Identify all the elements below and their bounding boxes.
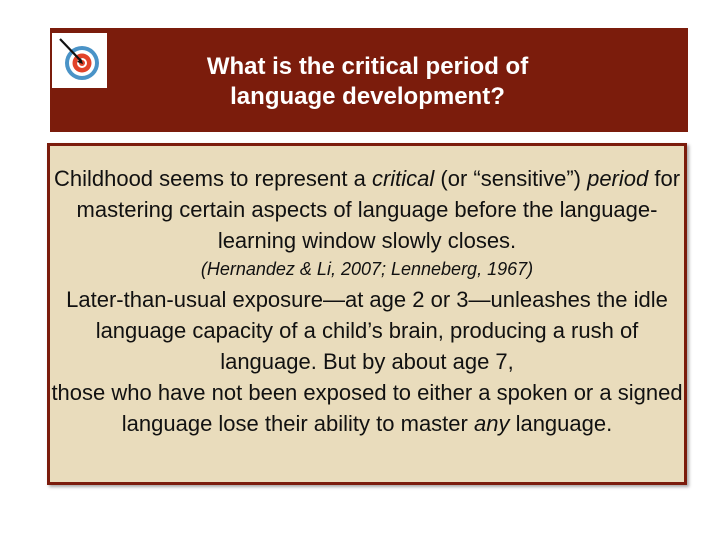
title-line-1: What is the critical period of xyxy=(206,53,529,80)
paragraph2-part2: language. xyxy=(509,411,613,436)
paragraph2-part1: those who have not been exposed to either a spoken or a signed language lose their ability to master xyxy=(51,380,683,436)
paragraph-critical-period xyxy=(50,163,684,256)
content-text xyxy=(50,163,684,439)
citation: (Hernandez & Li, 2007; Lenneberg, 1967) xyxy=(200,259,534,279)
paragraph1-part3: for mastering certain aspects of language before the language-learning window slowly closes. xyxy=(76,166,681,253)
paragraph-exposure-line1: Later-than-usual exposure—at age 2 or 3—unleashes the idle language capacity of a child’s brain, producing a rush of language. But by about age 7, xyxy=(66,287,668,374)
paragraph1-period: period xyxy=(587,166,649,191)
paragraph1-part2: (or “sensitive”) xyxy=(434,166,588,191)
slide-title xyxy=(110,52,625,112)
paragraph1-part1: Childhood seems to represent a xyxy=(53,166,372,191)
paragraph2-any: any xyxy=(473,411,510,436)
paragraph-exposure-line2 xyxy=(50,377,684,439)
target-arrow-icon xyxy=(52,33,107,88)
paragraph1-critical: critical xyxy=(371,166,435,191)
title-line-2: language development? xyxy=(230,83,505,110)
